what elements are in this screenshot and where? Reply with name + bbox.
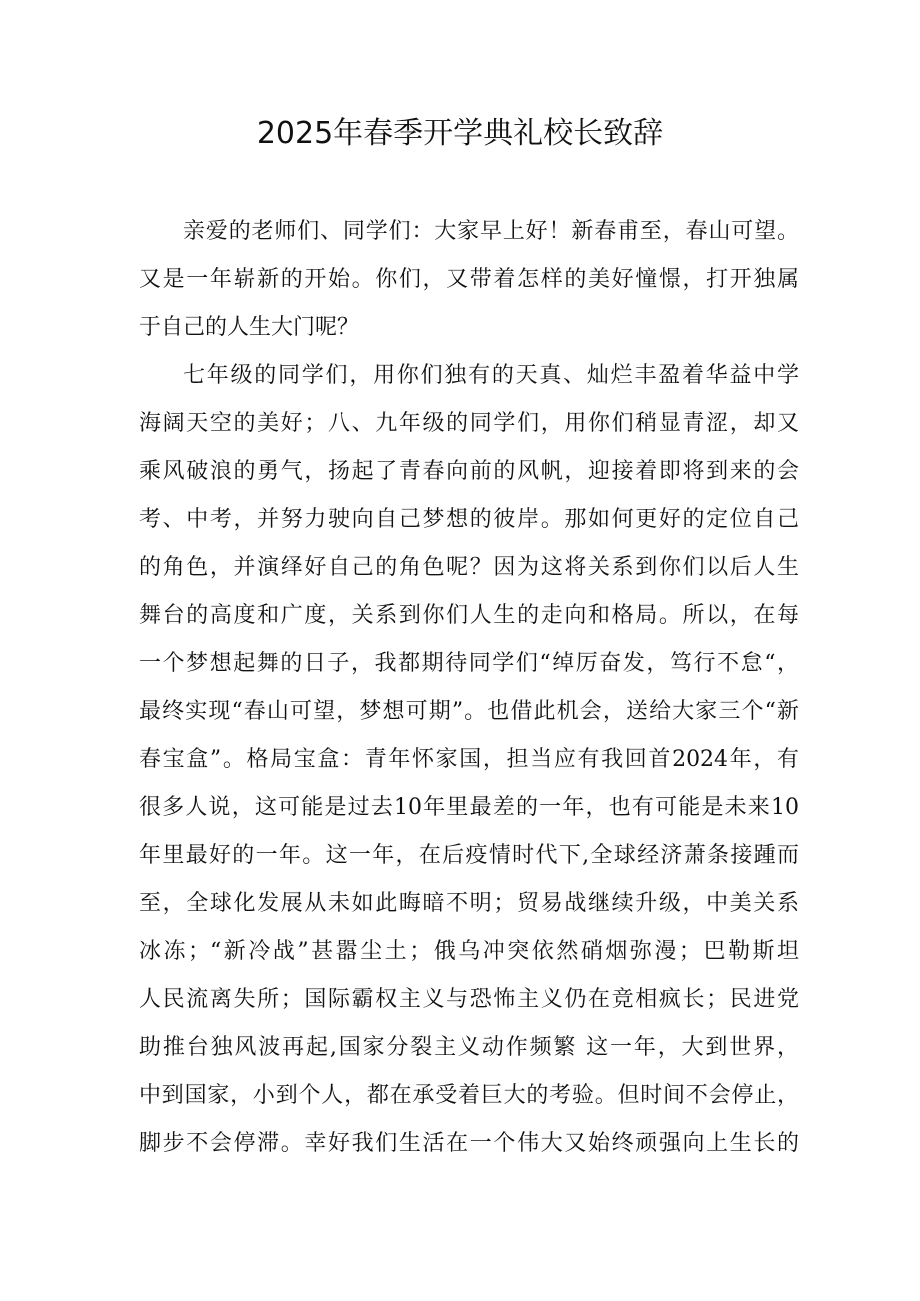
paragraph-line: 亲爱的老师们、同学们：大家早上好！新春甫至，春山可望。: [183, 219, 799, 244]
paragraph-line: 春宝盒”。格局宝盒：青年怀家国，担当应有我回首2024年，有: [139, 747, 799, 772]
paragraph-line: 一个梦想起舞的日子，我都期待同学们“绰厉奋发，笃行不怠“，: [139, 651, 799, 676]
paragraph-1: [139, 208, 799, 352]
paragraph-line: 助推台独风波再起,国家分裂主义动作频繁 这一年，大到世界，: [139, 1035, 799, 1060]
paragraph-line: 很多人说，这可能是过去10年里最差的一年，也有可能是未来10: [139, 795, 799, 820]
paragraph-line: 最终实现“春山可望，梦想可期”。也借此机会，送给大家三个“新: [139, 699, 799, 724]
paragraph-line: 脚步不会停滞。幸好我们生活在一个伟大又始终顽强向上生长的: [139, 1131, 799, 1156]
paragraph-line: 考、中考，并努力驶向自己梦想的彼岸。那如何更好的定位自己: [139, 507, 799, 532]
paragraph-line: 海阔天空的美好；八、九年级的同学们，用你们稍显青涩，却又: [139, 411, 799, 436]
paragraph-line: 舞台的高度和广度，关系到你们人生的走向和格局。所以，在每: [139, 603, 799, 628]
document-body: [139, 208, 799, 1168]
paragraph-line: 人民流离失所；国际霸权主义与恐怖主义仍在竞相疯长；民进党: [139, 987, 799, 1012]
paragraph-line: 中到国家，小到个人，都在承受着巨大的考验。但时间不会停止，: [139, 1083, 799, 1108]
paragraph-line: 乘风破浪的勇气，扬起了青春向前的风帆，迎接着即将到来的会: [139, 459, 799, 484]
paragraph-line: 的角色，并演绎好自己的角色呢？因为这将关系到你们以后人生: [139, 555, 799, 580]
paragraph-line: 又是一年崭新的开始。你们，又带着怎样的美好憧憬，打开独属: [139, 267, 799, 292]
paragraph-line: 冰冻；“新冷战”甚嚣尘土；俄乌冲突依然硝烟弥漫；巴勒斯坦: [139, 939, 799, 964]
paragraph-2: [139, 352, 799, 1168]
paragraph-line: 于自己的人生大门呢？: [139, 315, 360, 340]
document-title: 2025年春季开学典礼校长致辞: [256, 116, 664, 151]
paragraph-line: 至，全球化发展从未如此晦暗不明；贸易战继续升级，中美关系: [139, 891, 799, 916]
paragraph-line: 七年级的同学们，用你们独有的天真、灿烂丰盈着华益中学: [183, 363, 799, 388]
paragraph-line: 年里最好的一年。这一年，在后疫情时代下,全球经济萧条接踵而: [139, 843, 799, 868]
